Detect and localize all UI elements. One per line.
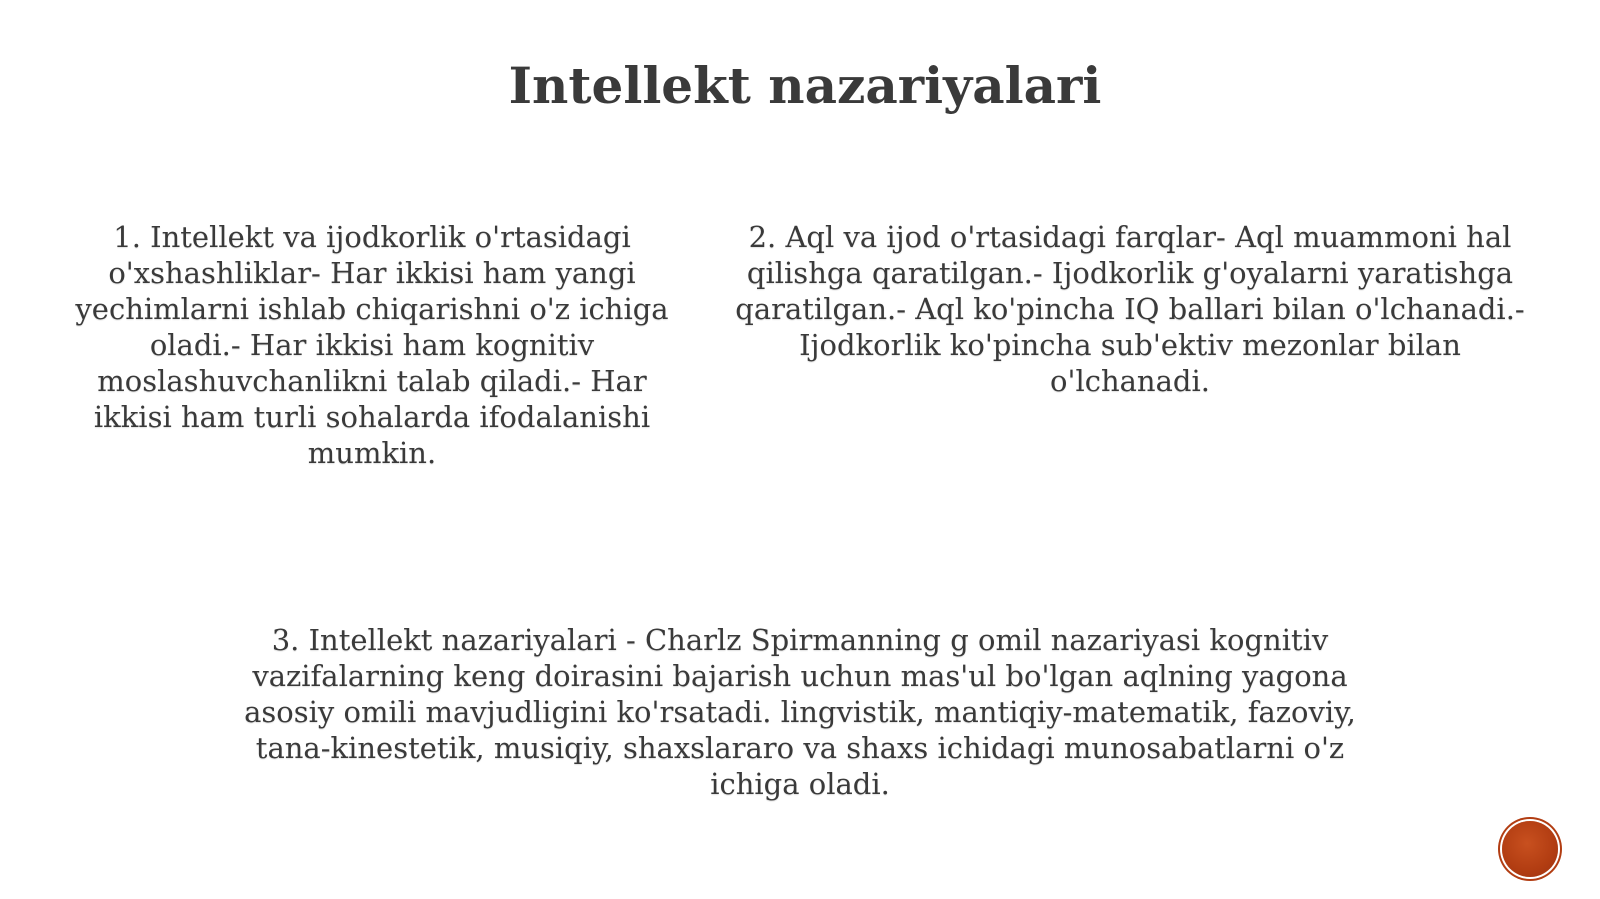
slide-nav-button[interactable] — [1502, 821, 1558, 877]
content-block-similarities: 1. Intellekt va ijodkorlik o'rtasidagi o'xshashliklar- Har ikkisi ham yangi yechimlarni ishlab chiqarishni o'z ichiga oladi.- Har ikkisi ham kognitiv moslashuvchanlikni talab qiladi.- Har ikkisi ham turli sohalarda ifodalanishi mumkin. — [75, 220, 669, 470]
slide-title: Intellekt nazariyalari — [508, 56, 1102, 115]
content-block-differences: 2. Aql va ijod o'rtasidagi farqlar- Aql muammoni hal qilishga qaratilgan.- Ijodkorlik g'oyalarni yaratishga qaratilgan.- Aql ko'pincha IQ ballari bilan o'lchanadi.- Ijodkorlik ko'pincha sub'ektiv mezonlar bilan o'lchanadi. — [735, 220, 1525, 398]
content-block-theories: 3. Intellekt nazariyalari - Charlz Spirmanning g omil nazariyasi kognitiv vazifalarning keng doirasini bajarish uchun mas'ul bo'lgan aqlning yagona asosiy omili mavjudligini ko'rsatadi. lingvistik, mantiqiy-matematik, fazoviy, tana-kinestetik, musiqiy, shaxslararo va shaxs ichidagi munosabatlarni o'z ichiga oladi. — [244, 623, 1356, 801]
